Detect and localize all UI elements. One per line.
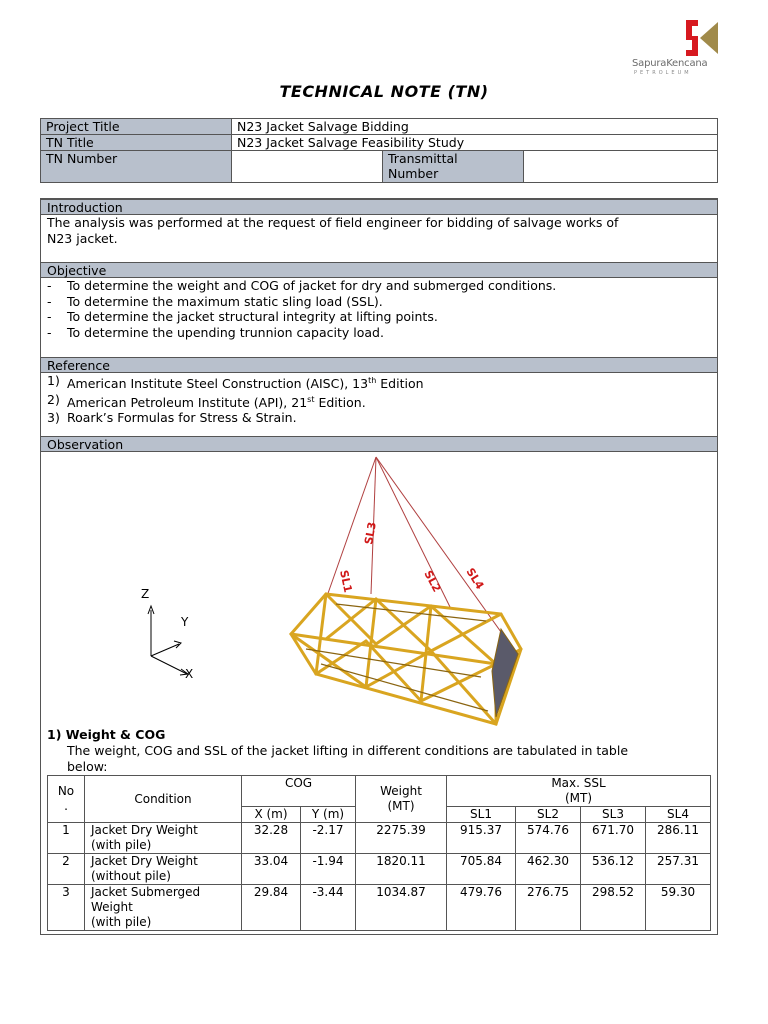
col-header-sl3: SL3	[581, 807, 646, 823]
cell-x: 29.84	[242, 885, 301, 931]
cell-y: -2.17	[301, 823, 356, 854]
cell-weight: 2275.39	[356, 823, 447, 854]
cell-sl2: 574.76	[516, 823, 581, 854]
project-info-table	[40, 118, 718, 183]
transmittal-label-line1: Transmittal	[388, 151, 458, 166]
transmittal-number-value	[524, 151, 718, 183]
document-title: TECHNICAL NOTE (TN)	[279, 82, 489, 101]
cell-x: 33.04	[242, 854, 301, 885]
cell-no: 1	[48, 823, 85, 854]
table-row	[48, 823, 711, 854]
col-header-no: No .	[48, 776, 85, 823]
cell-sl3: 536.12	[581, 854, 646, 885]
table-row	[48, 885, 711, 931]
cell-sl1: 479.76	[447, 885, 516, 931]
reference-item: 3) Roark’s Formulas for Stress & Strain.	[47, 410, 297, 426]
col-header-y: Y (m)	[301, 807, 356, 823]
objective-item: - To determine the weight and COG of jacket for dry and submerged conditions.	[47, 278, 557, 293]
cell-sl2: 276.75	[516, 885, 581, 931]
col-header-cog: COG	[242, 776, 356, 807]
cell-weight: 1034.87	[356, 885, 447, 931]
introduction-body	[47, 215, 711, 246]
jacket-lifting-illustration	[256, 449, 546, 734]
coordinate-axes-icon	[131, 582, 201, 682]
tn-number-value	[232, 151, 383, 183]
introduction-header: Introduction	[41, 199, 717, 215]
objective-item: - To determine the jacket structural integrity at lifting points.	[47, 309, 438, 324]
reference-item: 2) American Petroleum Institute (API), 21st Edition.	[47, 391, 366, 410]
transmittal-number-label	[383, 151, 524, 183]
axis-x-label: X	[185, 667, 194, 681]
cell-sl1: 705.84	[447, 854, 516, 885]
axis-y-label: Y	[181, 615, 189, 629]
main-content-box	[40, 198, 718, 935]
col-header-sl4: SL4	[646, 807, 711, 823]
cell-sl3: 671.70	[581, 823, 646, 854]
weight-cog-heading: 1) Weight & COG	[47, 727, 166, 742]
cell-sl3: 298.52	[581, 885, 646, 931]
reference-item: 1) American Institute Steel Construction (AISC), 13th Edition	[47, 373, 424, 392]
reference-list	[47, 373, 711, 426]
col-header-x: X (m)	[242, 807, 301, 823]
logo-name: SapuraKencana	[632, 58, 708, 69]
col-header-sl2: SL2	[516, 807, 581, 823]
reference-header: Reference	[41, 357, 717, 373]
col-header-condition: Condition	[85, 776, 242, 823]
sling-sl3-label: SL3	[362, 521, 379, 546]
sling-sl1-label: SL1	[337, 568, 355, 594]
tn-title-label: TN Title	[41, 135, 232, 151]
observation-header: Observation	[41, 436, 717, 452]
cell-condition: Jacket Dry Weight (without pile)	[85, 854, 242, 885]
cell-sl1: 915.37	[447, 823, 516, 854]
cell-condition: Jacket Dry Weight (with pile)	[85, 823, 242, 854]
cell-no: 3	[48, 885, 85, 931]
cell-y: -3.44	[301, 885, 356, 931]
axis-z-label: Z	[141, 587, 150, 601]
sling-sl2-label: SL2	[421, 568, 444, 595]
introduction-line: N23 jacket.	[47, 230, 118, 246]
cell-no: 2	[48, 854, 85, 885]
logo-subtitle: PETROLEUM	[634, 70, 692, 76]
project-title-value: N23 Jacket Salvage Bidding	[232, 119, 718, 135]
objective-list	[47, 278, 711, 340]
cell-condition: Jacket Submerged Weight (with pile)	[85, 885, 242, 931]
objective-header: Objective	[41, 262, 717, 278]
cell-x: 32.28	[242, 823, 301, 854]
project-title-label: Project Title	[41, 119, 232, 135]
tn-title-value: N23 Jacket Salvage Feasibility Study	[232, 135, 718, 151]
cell-sl4: 286.11	[646, 823, 711, 854]
company-logo	[632, 18, 722, 78]
weight-cog-text	[67, 743, 711, 774]
weight-cog-text-line: The weight, COG and SSL of the jacket lifting in different conditions are tabulated in table	[67, 743, 629, 758]
sling-sl4-label: SL4	[463, 565, 487, 592]
cell-sl2: 462.30	[516, 854, 581, 885]
cell-weight: 1820.11	[356, 854, 447, 885]
weight-cog-ssl-table	[47, 775, 711, 931]
col-header-max-ssl: Max. SSL (MT)	[447, 776, 711, 807]
table-row	[48, 854, 711, 885]
col-header-weight: Weight (MT)	[356, 776, 447, 823]
sapurakencana-logo-icon	[632, 18, 722, 58]
cell-sl4: 59.30	[646, 885, 711, 931]
transmittal-label-line2: Number	[388, 166, 439, 181]
cell-sl4: 257.31	[646, 854, 711, 885]
weight-cog-text-line: below:	[67, 758, 108, 774]
introduction-line: The analysis was performed at the request of field engineer for bidding of salvage works of	[47, 215, 619, 230]
col-header-sl1: SL1	[447, 807, 516, 823]
objective-item: - To determine the upending trunnion capacity load.	[47, 324, 384, 340]
tn-number-label: TN Number	[41, 151, 232, 183]
objective-item: - To determine the maximum static sling load (SSL).	[47, 293, 383, 309]
cell-y: -1.94	[301, 854, 356, 885]
